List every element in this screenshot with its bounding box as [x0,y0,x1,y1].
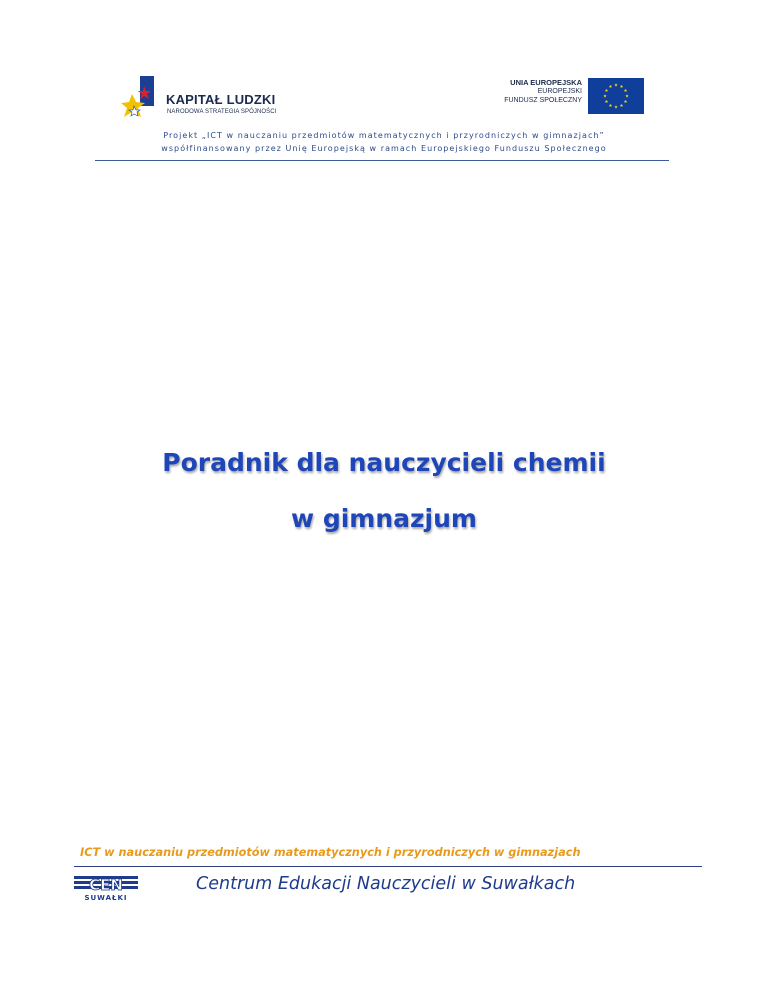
kapital-ludzki-emblem-icon [118,76,162,124]
document-title: Poradnik dla nauczycieli chemii [162,448,606,477]
eu-flag-icon [588,78,644,114]
eu-logo [482,78,644,114]
header-divider [95,160,669,161]
eu-line3: FUNDUSZ SPOŁECZNY [504,97,582,104]
footer-institution: Centrum Edukacji Nauczycieli w Suwałkach [196,874,576,894]
document-subtitle: w gimnazjum [291,504,477,533]
project-title-line: Projekt „ICT w nauczaniu przedmiotów matematycznych i przyrodniczych w gimnazjach” [163,131,605,140]
kapital-ludzki-title: KAPITAŁ LUDZKI [166,92,276,107]
eu-line1: UNIA EUROPEJSKA [510,78,582,87]
eu-logo-text [504,78,582,105]
footer-project-name: ICT w nauczaniu przedmiotów matematycznych i przyrodniczych w gimnazjach [80,846,581,859]
project-funding-line: współfinansowany przez Unię Europejską w ramach Europejskiego Funduszu Społecznego [161,144,607,153]
kapital-ludzki-subtitle: NARODOWA STRATEGIA SPÓJNOŚCI [167,109,277,115]
cen-logo-icon [72,874,140,902]
footer-divider [74,866,702,867]
kapital-ludzki-logo [118,76,298,124]
cen-logo-sub: SUWAŁKI [84,894,128,902]
eu-line2: EUROPEJSKI [537,88,582,95]
cen-logo-letters: CEN [89,876,123,894]
